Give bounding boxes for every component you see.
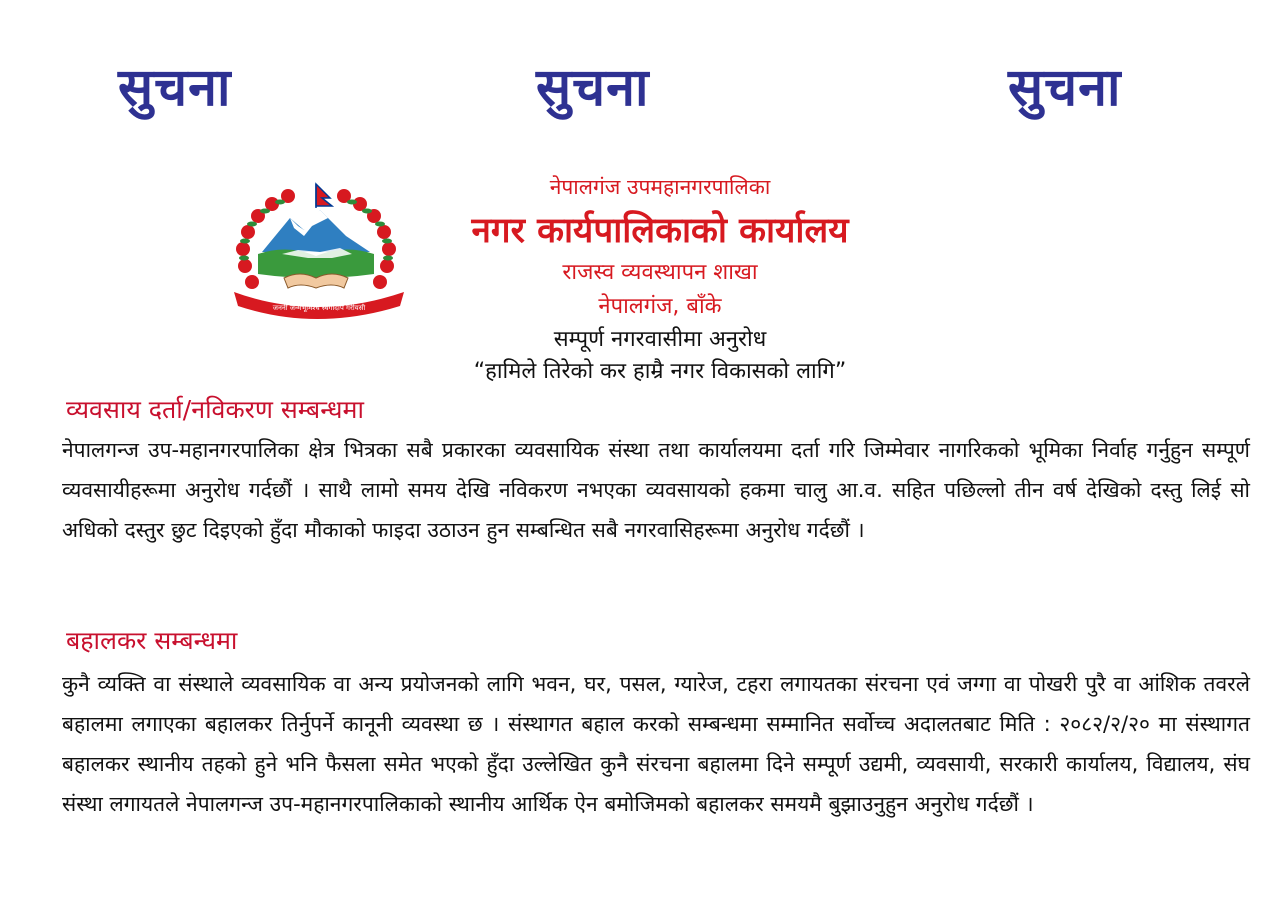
rent-tax-paragraph: कुनै व्यक्ति वा संस्थाले व्यवसायिक वा अन्य प्रयोजनको लागि भवन, घर, पसल, ग्यारेज, टहरा लगायतका संरचना एवं जग्गा वा पोखरी पुरै वा आंशिक तवरले बहालमा लगाएका बहालकर तिर्नुपर्ने कानूनी व्यवस्था छ । संस्थागत बहाल करको सम्बन्धमा सम्मानित सर्वोच्च अदालतबाट मिति : २०८२/२/२० मा संस्थागत बहालकर स्थानीय तहको हुने भनि फैसला समेत भएको हुँदा उल्लेखित कुनै संरचना बहालमा दिने सम्पूर्ण उद्यमी, व्यवसायी, सरकारी कार्यालय, विद्यालय, संघ संस्था लगायतले नेपालगन्ज उप-महानगरपालिकाको स्थानीय आर्थिक ऐन बमोजिमको बहालकर समयमै बुझाउनुहुन अनुरोध गर्दछौं । (62, 672, 1250, 816)
request-line: सम्पूर्ण नगरवासीमा अनुरोध (553, 327, 767, 352)
municipality-name: नेपालगंज उपमहानगरपालिका (549, 175, 771, 199)
branch-name: राजस्व व्यवस्थापन शाखा (562, 260, 758, 285)
svg-text:जननी जन्मभूमिश्च स्वर्गादपि गर: जननी जन्मभूमिश्च स्वर्गादपि गरीयसी (272, 304, 366, 312)
office-location: नेपालगंज, बाँके (598, 294, 722, 319)
notice-title-right: सुचना (1008, 58, 1122, 118)
office-name: नगर कार्यपालिकाको कार्यालय (471, 211, 849, 251)
slogan: “हामिले तिरेको कर हाम्रै नगर विकासको लागि” (473, 359, 847, 384)
notice-title-left: सुचना (118, 58, 232, 118)
notice-title-center: सुचना (536, 58, 650, 118)
business-registration-heading: व्यवसाय दर्ता/नविकरण सम्बन्धमा (66, 395, 364, 424)
rent-tax-heading: बहालकर सम्बन्धमा (66, 626, 238, 655)
business-registration-paragraph: नेपालगन्ज उप-महानगरपालिका क्षेत्र भित्रका सबै प्रकारका व्यवसायिक संस्था तथा कार्यालयमा दर्ता गरि जिम्मेवार नागरिकको भूमिका निर्वाह गर्नुहुन सम्पूर्ण व्यवसायीहरूमा अनुरोध गर्दछौं । साथै लामो समय देखि नविकरण नभएका व्यवसायको हकमा चालु आ.व. सहित पछिल्लो तीन वर्ष देखिको दस्तु लिई सो अधिको दस्तुर छुट दिइएको हुँदा मौकाको फाइदा उठाउन हुन सम्बन्धित सबै नगरवासिहरूमा अनुरोध गर्दछौं । (62, 438, 1250, 542)
